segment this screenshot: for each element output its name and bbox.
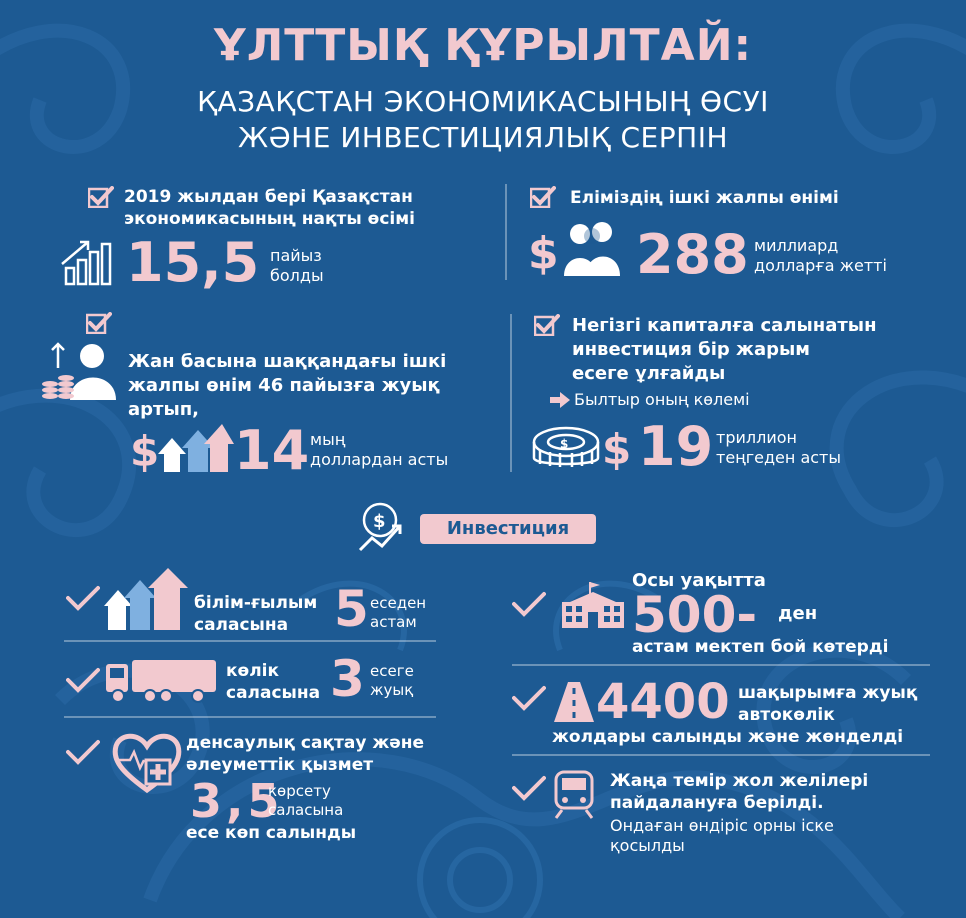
rail-line-1: Жаңа темір жол желілері (610, 771, 869, 791)
per-capita-line-1: Жан басына шаққандағы ішкі (128, 351, 447, 372)
checkmark-icon (88, 186, 114, 208)
education-value: 5 (334, 580, 369, 638)
growth-value: 15,5 (126, 231, 260, 294)
checkmark-icon (534, 314, 560, 336)
roads-unit-1: шақырымға жуық (738, 683, 918, 703)
per-capita-value: 14 (234, 419, 310, 482)
page-title: ҰЛТТЫҚ ҚҰРЫЛТАЙ: (213, 20, 753, 71)
health-value: 3,5 (190, 774, 284, 828)
checkmark-icon (66, 666, 100, 696)
rail-text (610, 770, 868, 814)
schools-suffix: ден (778, 603, 818, 624)
schools-line-2: астам мектеп бой көтерді (632, 637, 889, 657)
growth-chart-icon (60, 238, 116, 286)
checkmark-icon (512, 684, 546, 714)
roads-unit-2: автокөлік (738, 705, 835, 725)
per-capita-line-2: жалпы өнім 46 пайызға жуық (128, 375, 440, 396)
health-unit (268, 782, 343, 820)
capital-line-2: инвестиция бір жарым (572, 339, 810, 360)
truck-icon (106, 660, 218, 704)
growth-text (124, 186, 415, 230)
transport-unit (370, 662, 414, 700)
checkmark-icon (512, 774, 546, 804)
per-capita-line-3: артып, (128, 399, 200, 420)
transport-unit-1: есеге (370, 662, 414, 680)
checkmark-icon (66, 738, 100, 768)
health-line-2: әлеуметтік қызмет (186, 755, 374, 775)
svg-text:$: $ (130, 427, 160, 474)
capital-note: Былтыр оның көлемі (574, 390, 750, 409)
gdp-label: Еліміздің ішкі жалпы өнімі (570, 188, 839, 208)
education-line-2: саласына (194, 615, 289, 635)
health-unit-2: саласына (268, 801, 344, 819)
investment-icon (356, 500, 412, 554)
transport-text (226, 660, 320, 704)
gdp-unit-1: миллиард (754, 236, 839, 255)
page-subtitle (0, 84, 966, 156)
divider (64, 640, 436, 642)
education-unit (370, 594, 426, 632)
capital-unit-1: триллион (716, 428, 797, 447)
train-icon (552, 770, 596, 820)
per-capita-unit-2: доллардан асты (310, 450, 449, 469)
capital-text (572, 314, 877, 386)
transport-value: 3 (330, 650, 365, 708)
transport-line-1: көлік (226, 661, 280, 681)
health-line-3: есе көп салынды (186, 823, 357, 843)
education-text (194, 592, 317, 636)
capital-value: 19 (638, 415, 714, 478)
rail-line-2: пайдалануға берілді. (610, 793, 824, 813)
education-unit-1: еседен (370, 594, 427, 612)
transport-line-2: саласына (226, 683, 321, 703)
capital-unit (716, 428, 841, 468)
investment-label: Инвестиция (420, 514, 596, 544)
subtitle-line-1: ҚАЗАҚСТАН ЭКОНОМИКАСЫНЫҢ ӨСУІ (197, 85, 769, 118)
capital-line-1: Негізгі капиталға салынатын (572, 315, 877, 336)
schools-line-1: Осы уақытта (632, 570, 766, 591)
heart-medical-icon (112, 732, 182, 794)
health-text (186, 732, 424, 776)
checkmark-icon (512, 590, 546, 620)
arrows-up-icon (104, 566, 190, 632)
svg-text:$: $ (602, 425, 632, 470)
arrow-right-icon (550, 392, 570, 408)
rail-line-4: қосылды (610, 836, 685, 855)
education-unit-2: астам (370, 613, 417, 631)
people-dollar-icon (528, 220, 628, 278)
education-line-1: білім-ғылым (194, 593, 318, 613)
subtitle-line-2: ЖӘНЕ ИНВЕСТИЦИЯЛЫҚ СЕРПІН (237, 121, 729, 154)
per-capita-unit (310, 430, 448, 470)
school-icon (560, 580, 626, 630)
growth-unit-1: пайыз (270, 246, 322, 265)
middle-divider (510, 314, 512, 472)
growth-unit-2: болды (270, 266, 324, 285)
gdp-value: 288 (636, 223, 749, 286)
svg-text:$: $ (560, 437, 569, 451)
capital-line-3: есеге ұлғайды (572, 363, 726, 384)
health-line-1: денсаулық сақтау және (186, 733, 425, 753)
divider (64, 716, 436, 718)
coins-dollar-icon (530, 420, 640, 470)
top-divider (505, 184, 507, 280)
road-icon (552, 680, 596, 724)
growth-unit (270, 246, 324, 286)
gdp-unit (754, 236, 887, 276)
divider (512, 754, 930, 756)
dollar-arrows-icon (130, 422, 236, 474)
checkmark-icon (530, 186, 556, 208)
capital-unit-2: теңгеден асты (716, 448, 841, 467)
roads-line-2: жолдары салынды және жөнделді (552, 727, 904, 747)
gdp-unit-2: долларға жетті (754, 256, 887, 275)
svg-text:$: $ (373, 511, 386, 532)
growth-line-2: экономикасының нақты өсімі (124, 209, 415, 229)
health-unit-1: көрсету (268, 782, 331, 800)
per-capita-text (128, 350, 446, 422)
rail-subtext (610, 816, 834, 856)
checkmark-icon (86, 312, 112, 334)
roads-unit (738, 682, 917, 726)
svg-text:$: $ (528, 228, 559, 278)
per-capita-unit-1: мың (310, 430, 346, 449)
schools-value: 500- (632, 586, 758, 644)
checkmark-icon (66, 584, 100, 614)
person-coins-icon (40, 338, 124, 402)
divider (512, 664, 930, 666)
roads-value: 4400 (596, 674, 730, 730)
rail-line-3: Ондаған өндіріс орны іске (610, 816, 834, 835)
growth-line-1: 2019 жылдан бері Қазақстан (124, 187, 413, 207)
transport-unit-2: жуық (370, 681, 414, 699)
